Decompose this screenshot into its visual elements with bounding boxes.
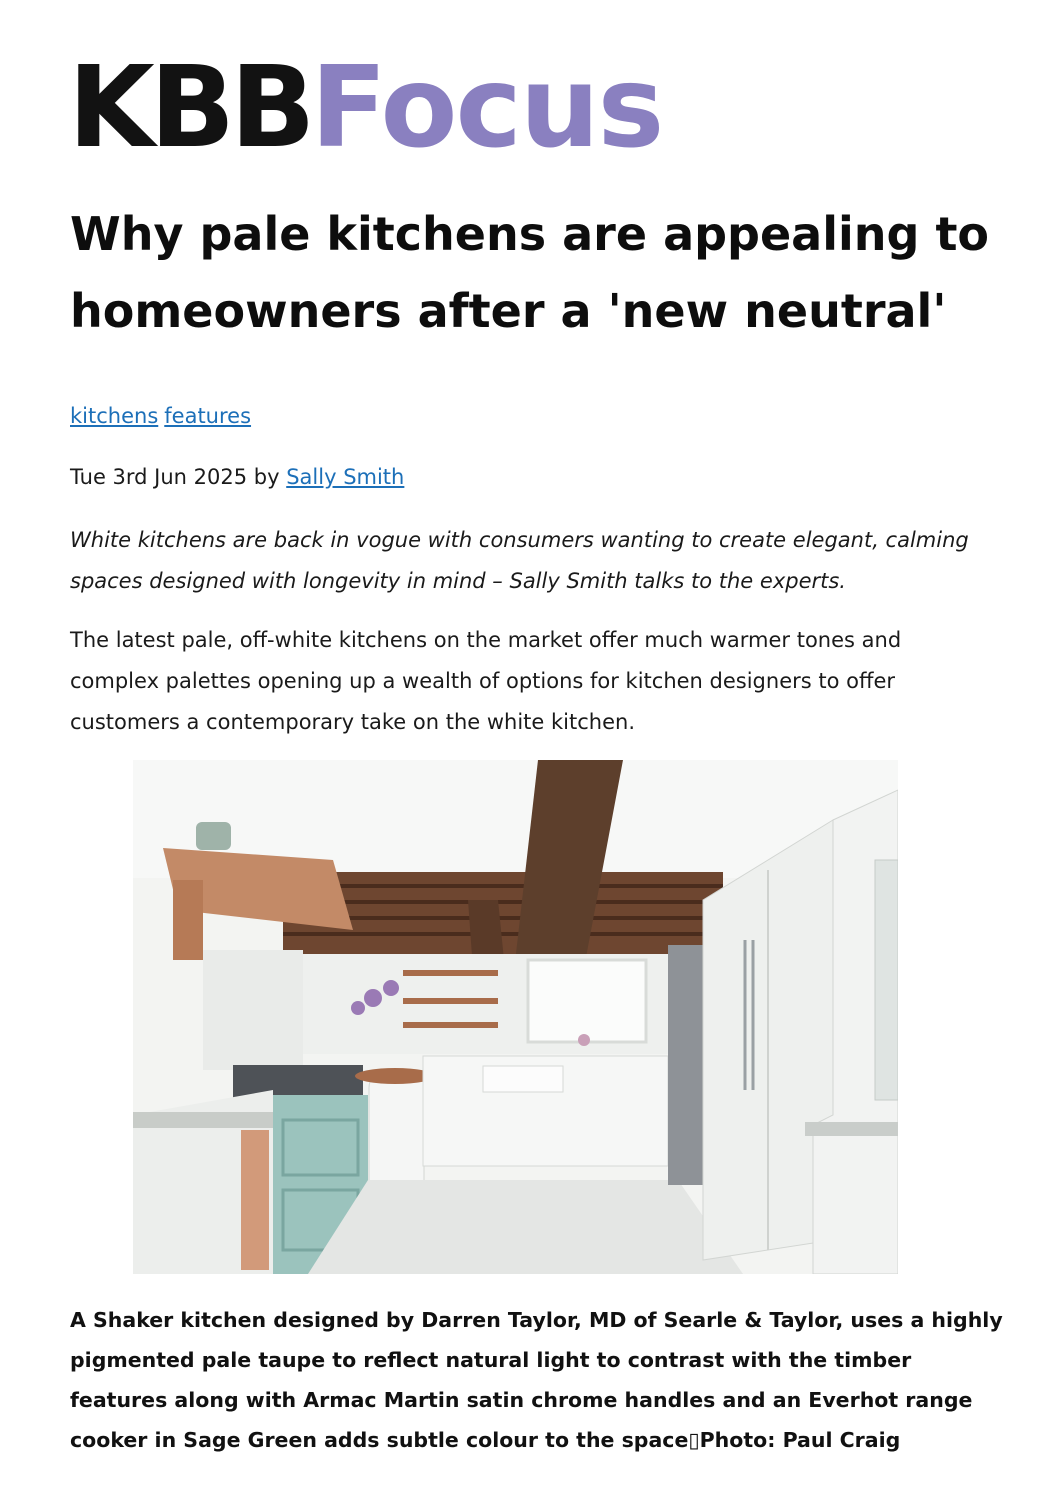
logo-focus: Focus (310, 43, 663, 173)
article-intro: The latest pale, off-white kitchens on the market offer much warmer tones and complex palettes opening up a wealth of options for kitchen designers to offer customers a contemporary take on the white kitchen. (70, 628, 902, 734)
article-byline (70, 465, 404, 489)
logo-kbb: KBB (68, 43, 311, 173)
article-headline: Why pale kitchens are appealing to homeowners after a 'new neutral' (70, 207, 990, 338)
site-logo[interactable] (68, 43, 663, 173)
article-date: Tue 3rd Jun 2025 by (70, 465, 287, 489)
tag-link-kitchens[interactable]: kitchens (70, 404, 159, 428)
kitchen-photo (133, 760, 898, 1274)
tag-link-features[interactable]: features (164, 404, 252, 428)
article-standfirst: White kitchens are back in vogue with consumers wanting to create elegant, calming spaces designed with longevity in mind – Sally Smith talks to the experts. (70, 528, 969, 593)
article-tags (70, 404, 257, 428)
image-caption: A Shaker kitchen designed by Darren Taylor, MD of Searle & Taylor, uses a highly pigmented pale taupe to reflect natural light to contrast with the timber features along with Armac Martin satin chrome handles and an Everhot range cooker in Sage Green adds subtle colour to the space▯Photo: Paul Craig (70, 1308, 1003, 1452)
author-link[interactable]: Sally Smith (286, 465, 405, 489)
